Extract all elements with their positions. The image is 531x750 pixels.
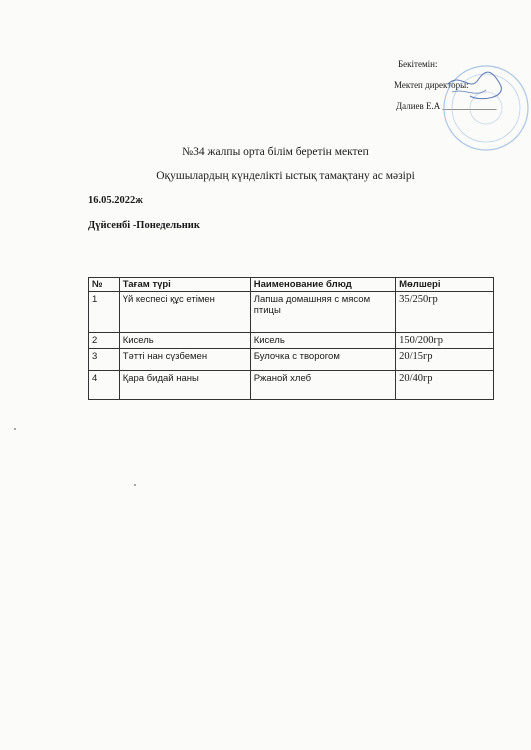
- scan-speck: [14, 428, 16, 430]
- table-header-row: [89, 278, 494, 292]
- approval-title: Бекітемін:: [398, 59, 438, 69]
- col-dish-name: Наименование блюд: [250, 278, 395, 292]
- approval-role: Мектеп директоры:: [394, 80, 469, 90]
- row-number: 3: [89, 349, 120, 371]
- dish-qty: 150/200гр: [396, 333, 494, 349]
- dish-qty: 35/250гр: [396, 292, 494, 333]
- col-number: №: [89, 278, 120, 292]
- table-row: [89, 371, 494, 400]
- dish-qty: 20/40гр: [396, 371, 494, 400]
- dish-qty: 20/15гр: [396, 349, 494, 371]
- table-row: [89, 349, 494, 371]
- dish-ru: Булочка с творогом: [250, 349, 395, 371]
- table-row: [89, 292, 494, 333]
- row-number: 1: [89, 292, 120, 333]
- approval-name: Далиев Е.А ____________: [396, 101, 497, 111]
- dish-ru: Кисель: [250, 333, 395, 349]
- dish-kz: Тәтті нан сүзбемен: [119, 349, 250, 371]
- school-name: №34 жалпы орта білім беретін мектеп: [182, 146, 369, 158]
- dish-kz: Кисель: [119, 333, 250, 349]
- menu-day: Дүйсенбі -Понедельник: [88, 220, 200, 231]
- scan-speck: [134, 484, 136, 486]
- menu-title: Оқушылардың күнделікті ыстық тамақтану ас мәзірі: [156, 170, 415, 182]
- row-number: 2: [89, 333, 120, 349]
- table-row: [89, 333, 494, 349]
- col-quantity: Мөлшері: [396, 278, 494, 292]
- dish-ru: Ржаной хлеб: [250, 371, 395, 400]
- dish-kz: Үй кеспесі құс етімен: [119, 292, 250, 333]
- menu-date: 16.05.2022ж: [88, 195, 143, 206]
- col-dish-type: Тағам түрі: [119, 278, 250, 292]
- menu-table: [88, 277, 494, 400]
- row-number: 4: [89, 371, 120, 400]
- dish-kz: Қара бидай наны: [119, 371, 250, 400]
- dish-ru: Лапша домашняя с мясом птицы: [250, 292, 395, 333]
